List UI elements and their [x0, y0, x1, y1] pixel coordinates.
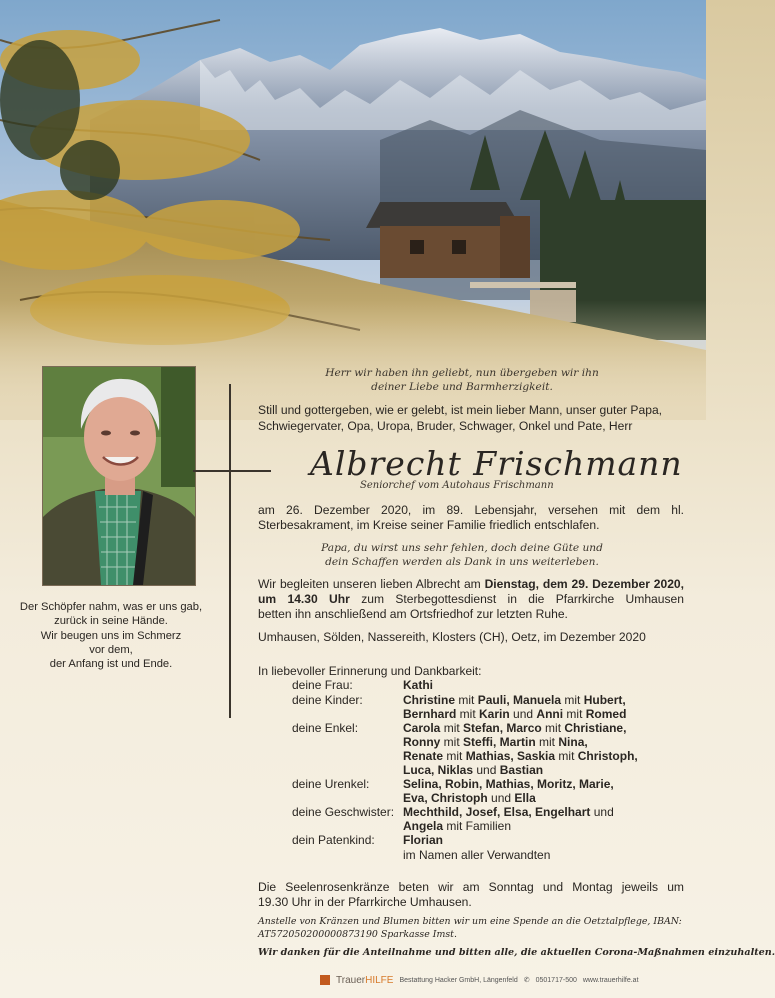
- family-kinder-line: Bernhard mit Karin und Anni mit Romed: [403, 707, 627, 721]
- funeral-text: Wir begleiten unseren lieben Albrecht am: [258, 577, 485, 591]
- death-notice: [258, 503, 684, 533]
- funeral-text: zum Sterbegottesdienst in die Pfarrkirche Umhausen: [349, 592, 684, 606]
- deceased-name: Albrecht Frischmann: [310, 444, 683, 483]
- trauerhilfe-logo-icon: [320, 975, 330, 985]
- family-verwandte: im Namen aller Verwandten: [403, 848, 551, 862]
- funeral-date: Dienstag, dem 29. Dezember 2020,: [484, 577, 685, 591]
- family-label-enkel: deine Enkel:: [292, 721, 359, 735]
- family-urenkel-line: Eva, Christoph und Ella: [403, 791, 536, 805]
- poem-line: Wir beugen uns im Schmerz: [40, 629, 182, 642]
- death-line: am 26. Dezember 2020, im 89. Lebensjahr, versehen mit dem hl.: [258, 503, 684, 517]
- family-label-kinder: deine Kinder:: [292, 693, 363, 707]
- family-patenkind: Florian: [403, 833, 444, 847]
- hero-landscape-image: [0, 0, 706, 420]
- rosary-info: [258, 880, 684, 910]
- cross-vertical-line: [229, 384, 231, 718]
- phone-icon: ✆: [523, 977, 530, 984]
- family-label-urenkel: deine Urenkel:: [292, 777, 370, 791]
- portrait-photo: [42, 366, 196, 586]
- side-poem: [18, 600, 204, 671]
- quote-line: dein Schaffen werden als Dank in uns weiterleben.: [325, 556, 599, 568]
- funeral-info: [258, 577, 684, 622]
- footer: [320, 972, 639, 988]
- rosary-line: Die Seelenrosenkränze beten wir am Sonntag und Montag jeweils um: [258, 880, 684, 894]
- family-enkel-line: Luca, Niklas und Bastian: [403, 763, 544, 777]
- intro-text: [258, 403, 686, 434]
- quote-line: deiner Liebe und Barmherzigkeit.: [371, 381, 553, 393]
- phone-text: 0501717-500: [535, 976, 577, 984]
- poem-line: vor dem,: [89, 643, 133, 656]
- donation-note: [258, 915, 686, 941]
- death-line: Sterbesakrament, im Kreise seiner Familie friedlich entschlafen.: [258, 518, 600, 532]
- poem-line: der Anfang ist und Ende.: [49, 658, 173, 671]
- second-quote: [262, 541, 662, 569]
- family-geschwister-line: Angela mit Familien: [403, 819, 512, 833]
- quote-line: Herr wir haben ihn geliebt, nun übergeben wir ihn: [325, 367, 599, 379]
- family-label-frau: deine Frau:: [292, 678, 353, 692]
- top-quote: [262, 366, 662, 394]
- places-line: [258, 630, 684, 645]
- web-link[interactable]: www.trauerhilfe.at: [582, 976, 639, 984]
- family-frau: Kathi: [403, 678, 433, 692]
- family-heading: In liebevoller Erinnerung und Dankbarkeit:: [258, 664, 482, 678]
- thanks-note: Wir danken für die Anteilnahme und bitten alle, die aktuellen Corona-Maßnahmen einzuhalten.: [258, 947, 775, 958]
- brand-logo: TrauerHILFE: [336, 974, 394, 986]
- cross-horizontal-line: [193, 470, 271, 472]
- intro-line: Still und gottergeben, wie er gelebt, ist mein lieber Mann, unser guter Papa,: [258, 403, 663, 417]
- family-enkel-line: Renate mit Mathias, Saskia mit Christoph,: [403, 749, 638, 763]
- family-enkel-line: Ronny mit Steffi, Martin mit Nina,: [403, 735, 588, 749]
- family-kinder-line: Christine mit Pauli, Manuela mit Hubert,: [403, 693, 626, 707]
- donation-line: AT572050200000873190 Sparkasse Imst.: [258, 929, 457, 940]
- funeral-text: betten ihn anschließend am Ortsfriedhof zur letzten Ruhe.: [258, 607, 568, 621]
- family-label-patenkind: dein Patenkind:: [292, 833, 375, 847]
- intro-line: Schwiegervater, Opa, Uropa, Bruder, Schwager, Onkel und Pate, Herr: [258, 418, 633, 433]
- family-urenkel-line: Selina, Robin, Mathias, Moritz, Marie,: [403, 777, 614, 791]
- company-text: Bestattung Hacker GmbH, Längenfeld: [399, 976, 518, 984]
- family-enkel-line: Carola mit Stefan, Marco mit Christiane,: [403, 721, 627, 735]
- places-text: Umhausen, Sölden, Nassereith, Klosters (CH), Oetz, im Dezember 2020: [258, 630, 646, 644]
- family-geschwister-line: Mechthild, Josef, Elsa, Engelhart und: [403, 805, 614, 819]
- funeral-time: um 14.30 Uhr: [258, 592, 350, 606]
- poem-line: zurück in seine Hände.: [54, 615, 168, 628]
- deceased-subtitle: Seniorchef vom Autohaus Frischmann: [360, 480, 554, 491]
- family-label-geschwister: deine Geschwister:: [292, 805, 395, 819]
- quote-line: Papa, du wirst uns sehr fehlen, doch deine Güte und: [321, 542, 603, 554]
- poem-line: Der Schöpfer nahm, was er uns gab,: [19, 601, 203, 613]
- donation-line: Anstelle von Kränzen und Blumen bitten wir um eine Spende an die Oetztalpflege, IBAN:: [258, 916, 682, 927]
- rosary-line: 19.30 Uhr in der Pfarrkirche Umhausen.: [258, 895, 472, 909]
